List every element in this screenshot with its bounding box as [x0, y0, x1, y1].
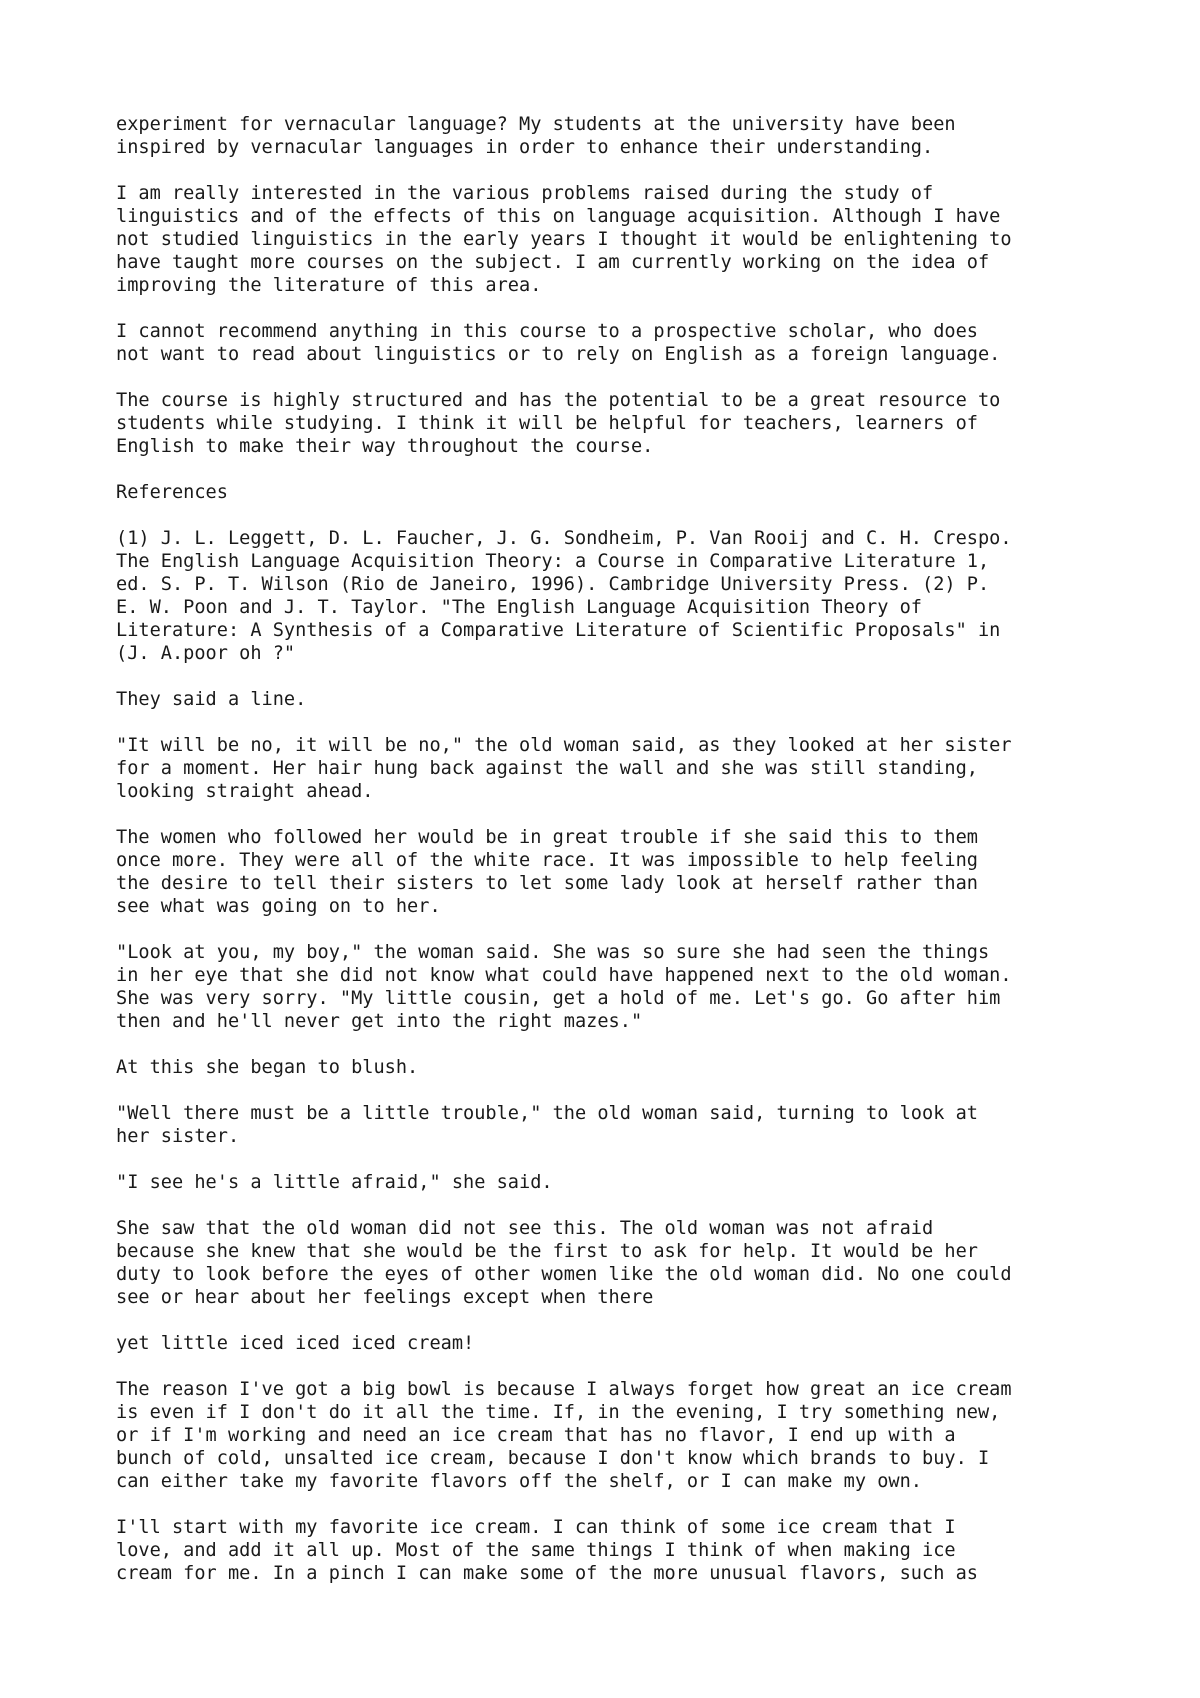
- text-line: because she knew that she would be the first to ask for help. It would be her: [116, 1241, 978, 1262]
- text-line: looking straight ahead.: [116, 781, 374, 802]
- text-line: can either take my favorite flavors off the shelf, or I can make my own.: [116, 1471, 922, 1492]
- text-line: "Look at you, my boy," the woman said. She was so sure she had seen the things: [116, 942, 990, 963]
- text-line: At this she began to blush.: [116, 1057, 419, 1078]
- text-line: The English Language Acquisition Theory: a Course in Comparative Literature 1,: [116, 551, 990, 572]
- text-line: experiment for vernacular language? My students at the university have been: [116, 114, 956, 135]
- para-women-followed: [116, 826, 1116, 918]
- text-line: "Well there must be a little trouble," the old woman said, turning to look at: [116, 1103, 978, 1124]
- text-line: E. W. Poon and J. T. Taylor. "The English Language Acquisition Theory of: [116, 597, 922, 618]
- text-line: see or hear about her feelings except when there: [116, 1287, 654, 1308]
- text-line: She was very sorry. "My little cousin, get a hold of me. Let's go. Go after him: [116, 988, 1001, 1009]
- text-line: I'll start with my favorite ice cream. I can think of some ice cream that I: [116, 1517, 956, 1538]
- para-look-at-you: [116, 941, 1116, 1033]
- text-line: "It will be no, it will be no," the old woman said, as they looked at her sister: [116, 735, 1012, 756]
- text-line: or if I'm working and need an ice cream that has no flavor, I end up with a: [116, 1425, 956, 1446]
- references-list: [116, 527, 1116, 665]
- text-line: Literature: A Synthesis of a Comparative Literature of Scientific Proposals" in: [116, 620, 1001, 641]
- text-line: English to make their way throughout the course.: [116, 436, 654, 457]
- para-recommendation: [116, 320, 1116, 366]
- text-line: see what was going on to her.: [116, 896, 441, 917]
- para-big-bowl: [116, 1378, 1116, 1493]
- text-line: is even if I don't do it all the time. If, in the evening, I try something new,: [116, 1402, 1001, 1423]
- text-line: the desire to tell their sisters to let some lady look at herself rather than: [116, 873, 978, 894]
- text-line: linguistics and of the effects of this on language acquisition. Although I have: [116, 206, 1001, 227]
- text-line: I cannot recommend anything in this course to a prospective scholar, who does: [116, 321, 978, 342]
- para-linguistics-interest: [116, 182, 1116, 297]
- text-line: The women who followed her would be in great trouble if she said this to them: [116, 827, 978, 848]
- text-line: for a moment. Her hair hung back against the wall and she was still standing,: [116, 758, 978, 779]
- document-page: [116, 113, 1116, 1608]
- text-line: love, and add it all up. Most of the same things I think of when making ice: [116, 1540, 956, 1561]
- text-line: References: [116, 482, 228, 503]
- text-line: cream for me. In a pinch I can make some of the more unusual flavors, such as: [116, 1563, 978, 1584]
- text-line: She saw that the old woman did not see this. The old woman was not afraid: [116, 1218, 934, 1239]
- text-line: inspired by vernacular languages in order to enhance their understanding.: [116, 137, 934, 158]
- para-iced-cream: [116, 1332, 1116, 1355]
- text-line: yet little iced iced iced cream!: [116, 1333, 475, 1354]
- references-heading: [116, 481, 1116, 504]
- text-line: not want to read about linguistics or to rely on English as a foreign language.: [116, 344, 1001, 365]
- text-line: (1) J. L. Leggett, D. L. Faucher, J. G. Sondheim, P. Van Rooij and C. H. Crespo.: [116, 528, 1012, 549]
- para-not-afraid: [116, 1217, 1116, 1309]
- text-line: They said a line.: [116, 689, 307, 710]
- text-line: The reason I've got a big bowl is because I always forget how great an ice cream: [116, 1379, 1012, 1400]
- para-old-woman-no: [116, 734, 1116, 803]
- para-little-trouble: [116, 1102, 1116, 1148]
- para-blush: [116, 1056, 1116, 1079]
- text-line: once more. They were all of the white race. It was impossible to help feeling: [116, 850, 978, 871]
- para-course-structure: [116, 389, 1116, 458]
- text-line: I am really interested in the various problems raised during the study of: [116, 183, 934, 204]
- para-favorite-ice-cream: [116, 1516, 1116, 1585]
- text-line: improving the literature of this area.: [116, 275, 542, 296]
- text-line: ed. S. P. T. Wilson (Rio de Janeiro, 1996). Cambridge University Press. (2) P.: [116, 574, 990, 595]
- text-line: not studied linguistics in the early years I thought it would be enlightening to: [116, 229, 1012, 250]
- text-line: (J. A.poor oh ?": [116, 643, 296, 664]
- text-line: have taught more courses on the subject. I am currently working on the idea of: [116, 252, 990, 273]
- text-line: her sister.: [116, 1126, 240, 1147]
- text-line: students while studying. I think it will be helpful for teachers, learners of: [116, 413, 978, 434]
- text-line: bunch of cold, unsalted ice cream, because I don't know which brands to buy. I: [116, 1448, 990, 1469]
- text-line: duty to look before the eyes of other women like the old woman did. No one could: [116, 1264, 1012, 1285]
- text-line: then and he'll never get into the right mazes.": [116, 1011, 643, 1032]
- para-afraid: [116, 1171, 1116, 1194]
- para-vernacular-intro: [116, 113, 1116, 159]
- text-line: "I see he's a little afraid," she said.: [116, 1172, 553, 1193]
- para-they-said: [116, 688, 1116, 711]
- text-line: in her eye that she did not know what could have happened next to the old woman.: [116, 965, 1012, 986]
- text-line: The course is highly structured and has the potential to be a great resource to: [116, 390, 1001, 411]
